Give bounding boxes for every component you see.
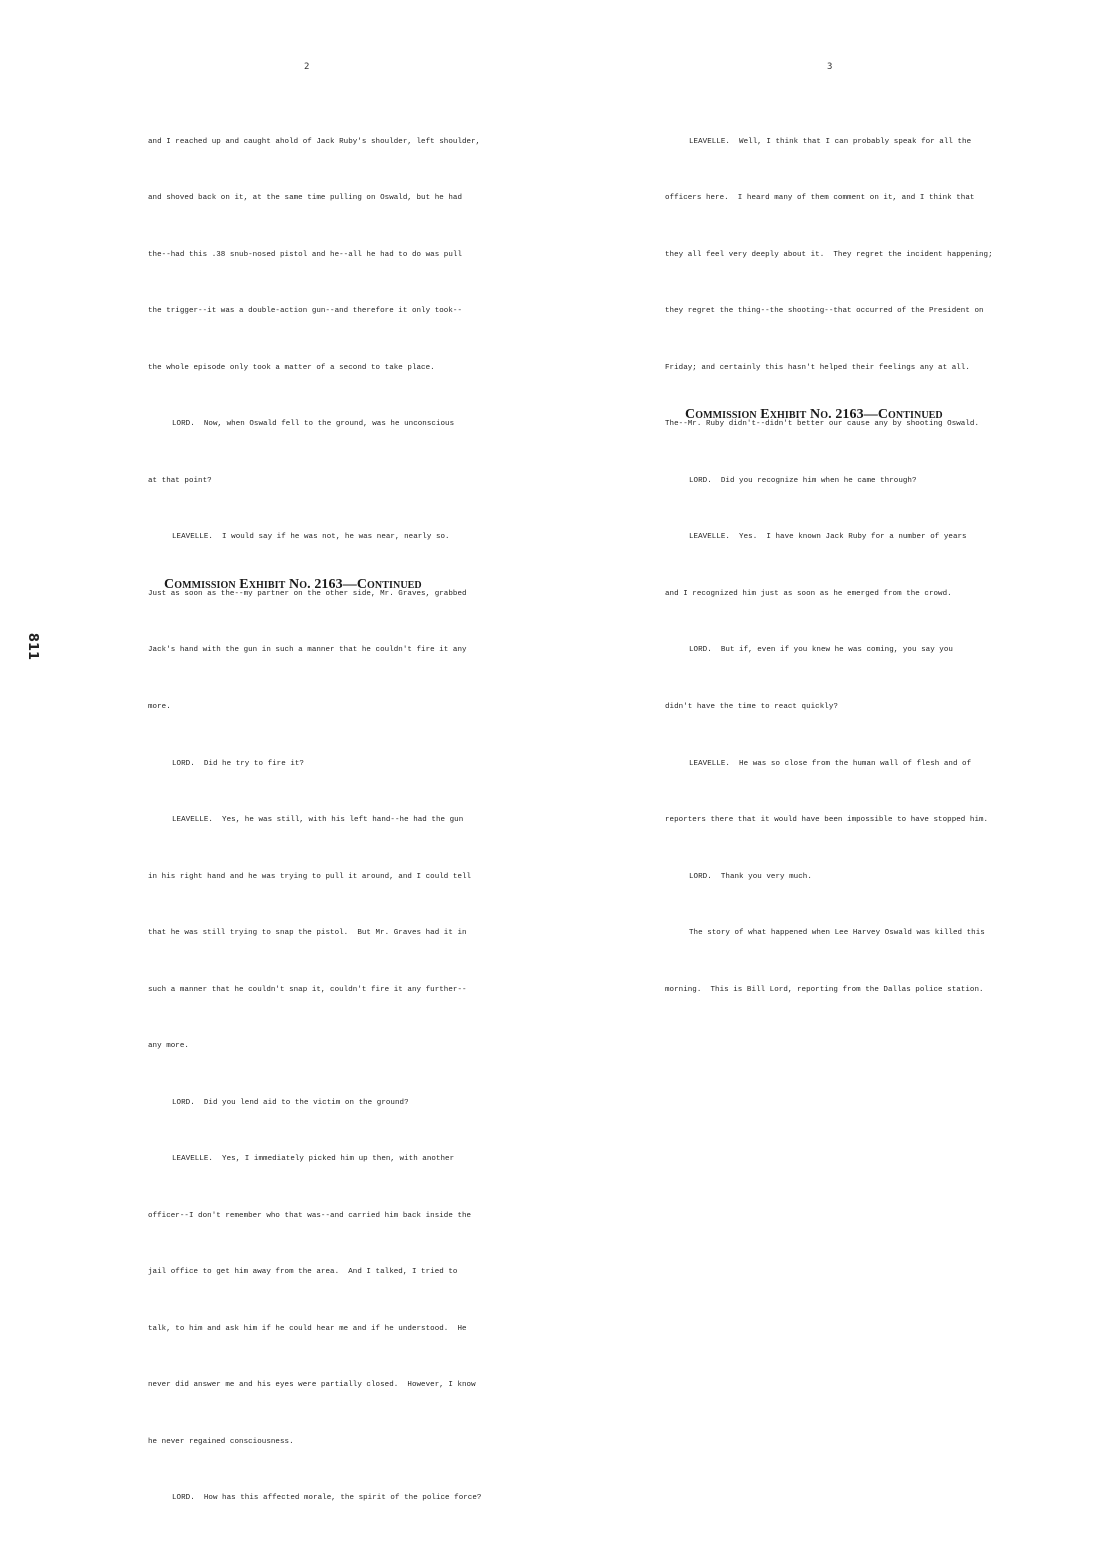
transcript-line: LORD. Did he try to fire it? xyxy=(172,759,304,768)
right-page-transcript xyxy=(665,95,993,1037)
transcript-line: LORD. Now, when Oswald fell to the ground, was he unconscious xyxy=(172,420,455,429)
transcript-line: LORD. But if, even if you knew he was coming, you say you xyxy=(689,646,953,655)
right-page-number: 3 xyxy=(827,62,833,72)
transcript-line: more. xyxy=(148,703,171,711)
transcript-line: any more. xyxy=(148,1042,189,1051)
transcript-line: at that point? xyxy=(148,476,212,485)
transcript-line: Just as soon as the--my partner on the other side, Mr. Graves, grabbed xyxy=(148,589,467,598)
transcript-line: and shoved back on it, at the same time pulling on Oswald, but he had xyxy=(148,194,462,203)
left-exhibit-caption: Commission Exhibit No. 2163—Continued xyxy=(164,577,422,592)
transcript-line: he never regained consciousness. xyxy=(148,1437,294,1446)
transcript-line: LORD. Did you recognize him when he came through? xyxy=(689,476,917,485)
transcript-line: LEAVELLE. He was so close from the human wall of flesh and of xyxy=(689,759,972,768)
transcript-line: the whole episode only took a matter of a second to take place. xyxy=(148,363,435,372)
transcript-line: the trigger--it was a double-action gun--and therefore it only took-- xyxy=(148,307,462,316)
transcript-line: officers here. I heard many of them comment on it, and I think that xyxy=(665,194,975,203)
transcript-line: reporters there that it would have been impossible to have stopped him. xyxy=(665,816,989,825)
transcript-line: Jack's hand with the gun in such a manner that he couldn't fire it any xyxy=(148,646,467,655)
transcript-line: such a manner that he couldn't snap it, couldn't fire it any further-- xyxy=(148,985,467,994)
transcript-line: LEAVELLE. Yes. I have known Jack Ruby for a number of years xyxy=(689,533,967,542)
transcript-line: LEAVELLE. Well, I think that I can probably speak for all the xyxy=(689,137,972,146)
transcript-line: The story of what happened when Lee Harvey Oswald was killed this xyxy=(689,929,985,938)
transcript-line: LEAVELLE. I would say if he was not, he was near, nearly so. xyxy=(172,533,450,542)
transcript-line: morning. This is Bill Lord, reporting from the Dallas police station. xyxy=(665,985,984,994)
transcript-line: and I recognized him just as soon as he emerged from the crowd. xyxy=(665,589,952,598)
transcript-line: LORD. How has this affected morale, the spirit of the police force? xyxy=(172,1494,482,1503)
transcript-line: LORD. Thank you very much. xyxy=(689,872,812,881)
margin-page-number xyxy=(27,631,41,661)
transcript-line: didn't have the time to react quickly? xyxy=(665,703,838,711)
transcript-line: in his right hand and he was trying to pull it around, and I could tell xyxy=(148,872,472,881)
transcript-line: the--had this .38 snub-nosed pistol and he--all he had to do was pull xyxy=(148,250,462,259)
right-exhibit-caption: Commission Exhibit No. 2163—Continued xyxy=(685,407,943,422)
transcript-line: LEAVELLE. Yes, I immediately picked him up then, with another xyxy=(172,1155,455,1164)
left-page-number: 2 xyxy=(304,62,310,72)
transcript-line: that he was still trying to snap the pistol. But Mr. Graves had it in xyxy=(148,929,467,938)
margin-page-number-text: 811 xyxy=(25,632,41,661)
transcript-line: talk, to him and ask him if he could hear me and if he understood. He xyxy=(148,1324,467,1333)
transcript-line: jail office to get him away from the area. And I talked, I tried to xyxy=(148,1268,458,1277)
transcript-line: LORD. Did you lend aid to the victim on the ground? xyxy=(172,1098,409,1107)
transcript-line: The--Mr. Ruby didn't--didn't better our cause any by shooting Oswald. xyxy=(665,420,979,429)
transcript-line: they regret the thing--the shooting--that occurred of the President on xyxy=(665,307,984,316)
transcript-line: Friday; and certainly this hasn't helped their feelings any at all. xyxy=(665,363,970,372)
transcript-line: they all feel very deeply about it. They regret the incident happening; xyxy=(665,250,993,259)
transcript-line: LEAVELLE. Yes, he was still, with his left hand--he had the gun xyxy=(172,816,464,825)
transcript-line: and I reached up and caught ahold of Jack Ruby's shoulder, left shoulder, xyxy=(148,137,481,146)
left-page-transcript xyxy=(148,95,481,1546)
transcript-line: never did answer me and his eyes were partially closed. However, I know xyxy=(148,1381,476,1390)
transcript-line: officer--I don't remember who that was--and carried him back inside the xyxy=(148,1211,472,1220)
